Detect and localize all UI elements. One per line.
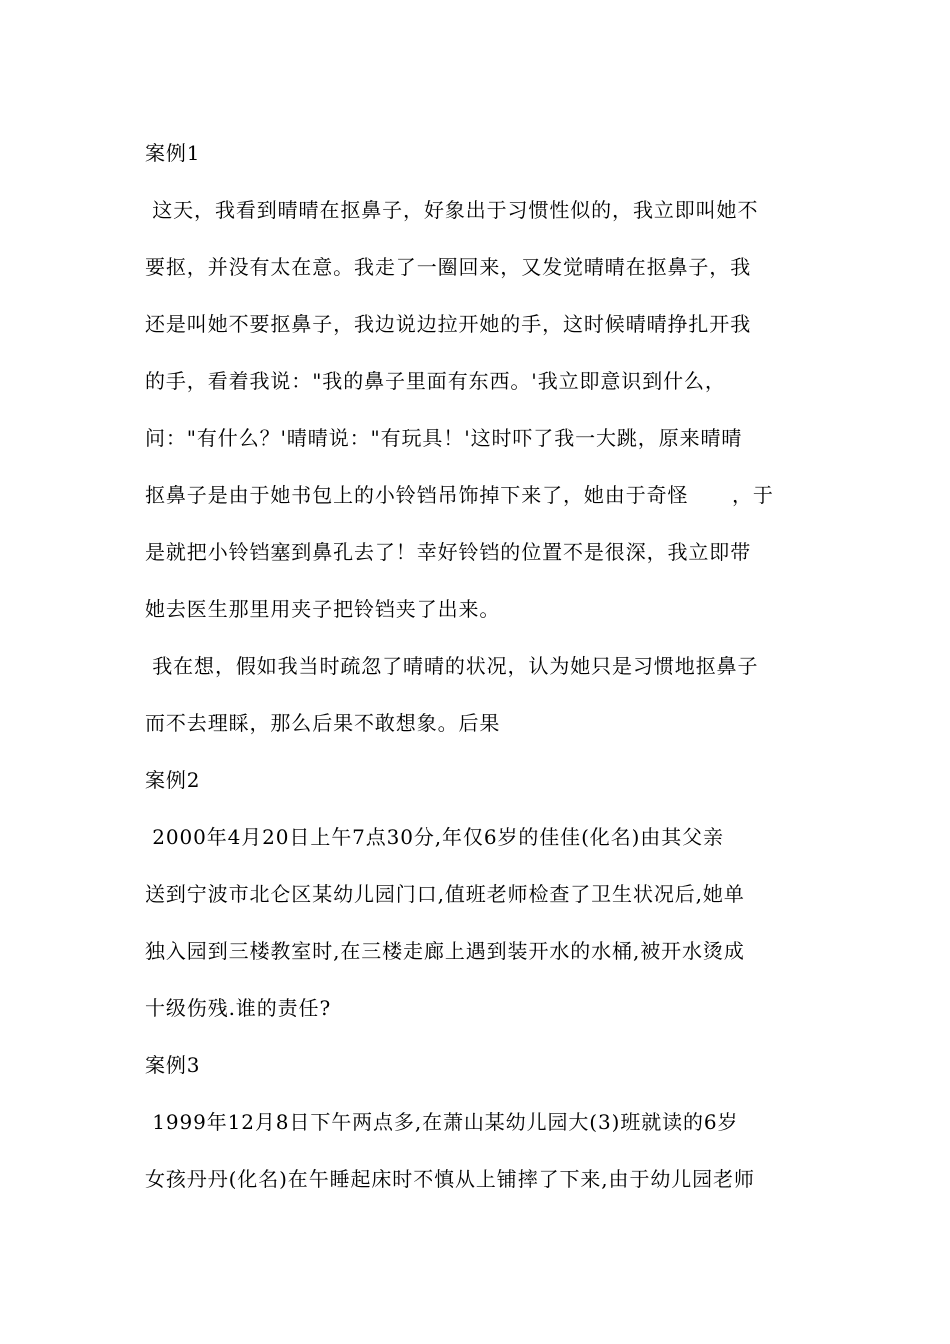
paragraph-line: 还是叫她不要抠鼻子，我边说边拉开她的手，这时候晴晴挣扎开我 [145,312,752,336]
paragraph-line: 她去医生那里用夹子把铃铛夹了出来。 [145,597,501,621]
paragraph-line: 2000年4月20日上午7点30分,年仅6岁的佳佳(化名)由其父亲 [145,825,724,849]
paragraph-line: 女孩丹丹(化名)在午睡起床时不慎从上铺摔了下来,由于幼儿园老师 [145,1167,755,1191]
heading-case-1: 案例1 [145,141,201,165]
paragraph-line: 是就把小铃铛塞到鼻孔去了！幸好铃铛的位置不是很深，我立即带 [145,540,752,564]
paragraph-line: 抠鼻子是由于她书包上的小铃铛吊饰掉下来了，她由于奇怪 ，于 [145,483,774,507]
paragraph-line: 送到宁波市北仑区某幼儿园门口,值班老师检查了卫生状况后,她单 [145,882,745,906]
paragraph-line: 问："有什么？'晴晴说："有玩具！'这时吓了我一大跳，原来晴晴 [145,426,743,450]
heading-case-2: 案例2 [145,768,201,792]
paragraph-line: 我在想，假如我当时疏忽了晴晴的状况，认为她只是习惯地抠鼻子 [145,654,759,678]
paragraph-line: 十级伤残.谁的责任? [145,996,332,1020]
paragraph-line: 1999年12月8日下午两点多,在萧山某幼儿园大(3)班就读的6岁 [145,1110,739,1134]
heading-case-3: 案例3 [145,1053,201,1077]
paragraph-line: 要抠，并没有太在意。我走了一圈回来，又发觉晴晴在抠鼻子，我 [145,255,752,279]
paragraph-line: 而不去理睬，那么后果不敢想象。后果 [145,711,501,735]
paragraph-line: 这天，我看到晴晴在抠鼻子，好象出于习惯性似的，我立即叫她不 [145,198,759,222]
paragraph-line: 独入园到三楼教室时,在三楼走廊上遇到装开水的水桶,被开水烫成 [145,939,745,963]
paragraph-line: 的手，看着我说："我的鼻子里面有东西。'我立即意识到什么， [145,369,726,393]
